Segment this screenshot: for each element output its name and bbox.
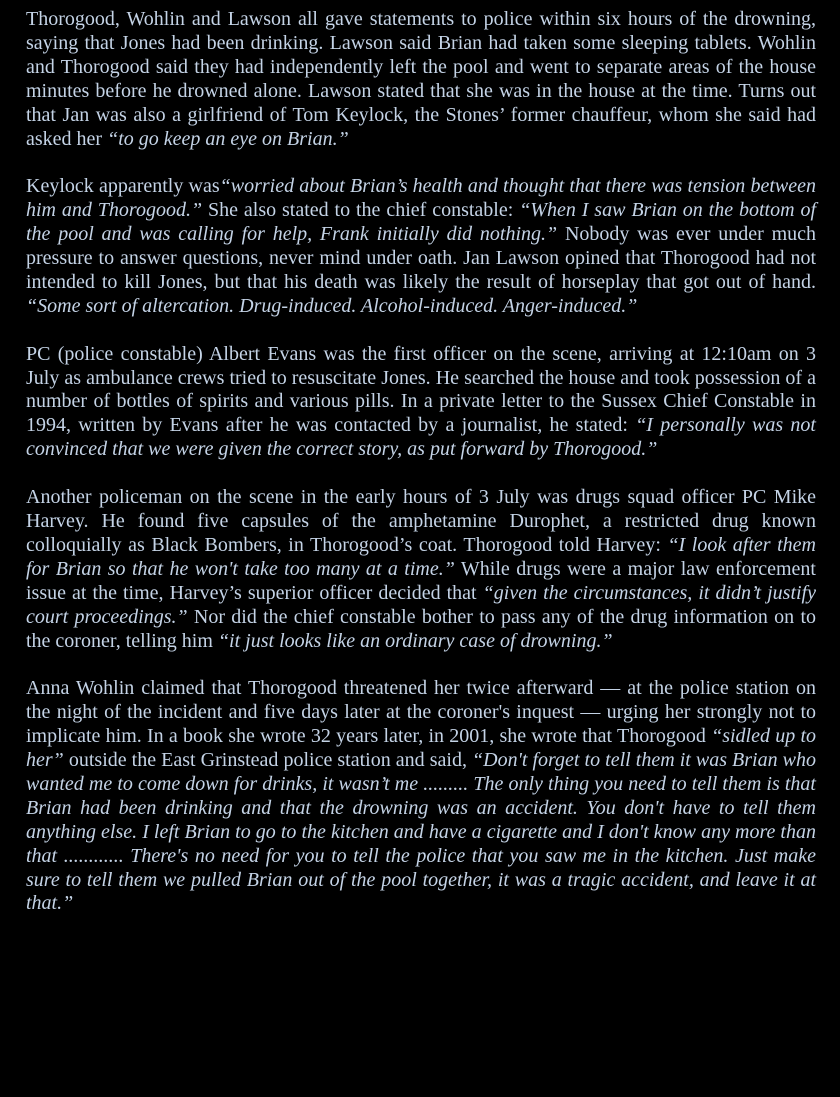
text-segment: Another policeman on the scene in the early hours of 3 July was drugs squad officer PC Mike Harvey. He found five capsules of the amphetamine Durophet, a restricted drug known colloquially as Black Bombers, in Thorogood’s coat. Thorogood told Harvey: xyxy=(26,486,816,556)
quote-segment: “Some sort of altercation. Drug-induced. Alcohol-induced. Anger-induced.” xyxy=(26,294,638,317)
text-segment: outside the East Grinstead police station and said, xyxy=(63,749,472,772)
paragraph-statements xyxy=(26,8,816,151)
quote-segment: “to go keep an eye on Brian.” xyxy=(107,127,349,150)
text-segment: Thorogood, Wohlin and Lawson all gave statements to police within six hours of the drowning, saying that Jones had been drinking. Lawson said Brian had taken some sleeping tablets. Wohlin and Thorogood said they had independently left the pool and went to separate areas of the house minutes before he drowned alone. Lawson stated that she was in the house at the time. Turns out that Jan was also a girlfriend of Tom Keylock, the Stones’ former chauffeur, whom she said had asked her xyxy=(26,8,816,150)
text-segment: Nor did the chief constable bother to pass any of the drug information on to the coroner, telling him xyxy=(26,605,816,652)
paragraph-keylock xyxy=(26,175,816,318)
text-segment: PC (police constable) Albert Evans was the first officer on the scene, arriving at 12:10am on 3 July as ambulance crews tried to resuscitate Jones. He searched the house and took possession of a number of bottles of spirits and various pills. In a private letter to the Sussex Chief Constable in 1994, written by Evans after he was contacted by a journalist, he stated: xyxy=(26,342,816,437)
quote-segment: “I look after them for Brian so that he won't take too many at a time.” xyxy=(26,533,816,580)
quote-segment: “it just looks like an ordinary case of drowning.” xyxy=(217,629,613,652)
text-segment: Nobody was ever under much pressure to answer questions, never mind under oath. Jan Lawson opined that Thorogood had not intended to kill Jones, but that his death was likely the result of horseplay that got out of hand. xyxy=(26,223,816,293)
quote-segment: “sidled up to her” xyxy=(26,725,817,772)
quote-segment: “worried about Brian’s health and thought that there was tension between him and Thorogood.” xyxy=(26,175,817,222)
text-segment: Keylock apparently was xyxy=(26,175,220,198)
text-segment: Anna Wohlin claimed that Thorogood threatened her twice afterward — at the police station on the night of the incident and five days later at the coroner's inquest — urging her strongly not to implicate him. In a book she wrote 32 years later, in 2001, she wrote that Thorogood xyxy=(26,677,816,748)
text-segment: While drugs were a major law enforcement issue at the time, Harvey’s superior officer decided that xyxy=(26,557,816,604)
paragraph-evans xyxy=(26,343,816,463)
paragraph-wohlin xyxy=(26,677,816,916)
quote-segment: “I personally was not convinced that we were given the correct story, as put forward by Thorogood.” xyxy=(26,414,816,461)
quote-segment: “When I saw Brian on the bottom of the pool and was calling for help, Frank initially did nothing.” xyxy=(26,199,817,246)
paragraph-harvey xyxy=(26,486,816,653)
quote-segment: “given the circumstances, it didn’t justify court proceedings.” xyxy=(26,581,816,628)
text-segment: She also stated to the chief constable: xyxy=(202,199,520,222)
quote-segment: “Don't forget to tell them it was Brian who wanted me to come down for drinks, it wasn’t me ......... The only thing you need to tell them is that Brian had been drinking and that the drowning was an accident. You don't have to tell them anything else. I left Brian to go to the kitchen and have a cigarette and I don't know any more than that ............ There's no need for you to tell the police that you saw me in the kitchen. Just make sure to tell them we pulled Brian out of the pool together, it was a tragic accident, and leave it at that.” xyxy=(26,749,817,915)
